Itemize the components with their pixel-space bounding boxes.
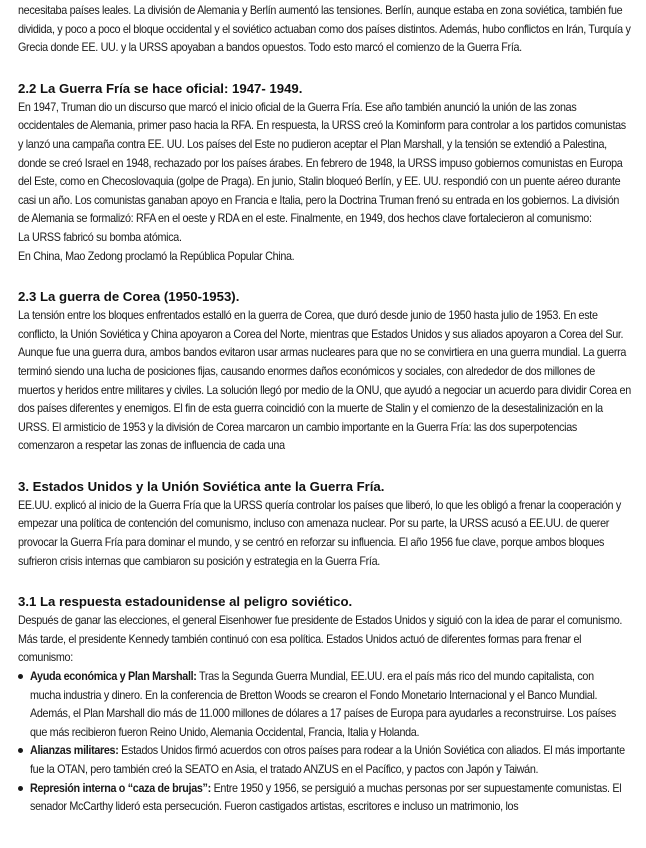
list-item-text xyxy=(30,668,625,742)
bullet-list xyxy=(18,668,628,817)
section-heading: 2.2 La Guerra Fría se hace oficial: 1947- 1949. xyxy=(18,80,303,96)
section-3 xyxy=(18,478,628,571)
section-2-2 xyxy=(18,80,628,266)
section-heading: 3. Estados Unidos y la Unión Soviética ante la Guerra Fría. xyxy=(18,478,385,494)
list-item xyxy=(18,780,628,817)
intro-paragraph: necesitaba países leales. La división de Alemania y Berlín aumentó las tensiones. Berlín, aunque estaba en zona soviética, también fue dividida, y poco a poco el bloque occidental y el soviético actuaban como dos países distintos. Además, hubo conflictos en Irán, Turquía y Grecia donde EE. UU. y la URSS apoyaban a bandos opuestos. Todo esto marcó el comienzo de la Guerra Fría. xyxy=(18,4,631,55)
list-item-body: Entre 1950 y 1956, se persiguió a muchas personas por ser supuestamente comunistas. El senador McCarthy lideró esta persecución. Fueron castigados artistas, escritores e incluso un matrimonio, los xyxy=(30,781,622,814)
list-item-body: Estados Unidos firmó acuerdos con otros países para rodear a la Unión Soviética con aliados. El más importante fue la OTAN, pero también creó la SEATO en Asia, el tratado ANZUS en el Pacífico, y pactos con Japón y Taiwán. xyxy=(30,744,625,776)
section-heading: 3.1 La respuesta estadounidense al peligro soviético. xyxy=(18,594,353,610)
bullet-dot-icon xyxy=(18,674,23,679)
section-line: La URSS fabricó su bomba atómica. xyxy=(18,230,182,244)
list-item-lead: Ayuda económica y Plan Marshall: xyxy=(30,670,197,684)
section-heading: 2.3 La guerra de Corea (1950-1953). xyxy=(18,289,240,305)
list-item-text xyxy=(30,742,625,779)
section-3-1 xyxy=(18,593,628,817)
list-item xyxy=(18,668,628,742)
section-2-3 xyxy=(18,288,631,456)
list-item-lead: Alianzas militares: xyxy=(30,744,119,758)
list-item-body: Tras la Segunda Guerra Mundial, EE.UU. era el país más rico del mundo capitalista, con mucha industria y dinero. En la conferencia de Bretton Woods se crearon el Fondo Monetario Internacional y el Banco Mundial. Además, el Plan Marshall dio más de 11.000 millones de dólares a 17 países de Europa para ayudarles a reconstruirse. Los países que más recibieron fueron Reino Unido, Alemania Occidental, Francia, Italia y Holanda. xyxy=(30,670,616,739)
section-paragraph: En 1947, Truman dio un discurso que marcó el inicio oficial de la Guerra Fría. Ese año también anunció la unión de las zonas occidentales de Alemania, primer paso hacia la RFA. En respuesta, la URSS creó la Kominform para controlar a los partidos comunistas y lanzó una campaña contra EE. UU. Los países del Este no pudieron aceptar el Plan Marshall, y la tensión se extendió a Palestina, donde se creó Israel en 1948, rechazado por los países árabes. En febrero de 1948, la URSS impuso gobiernos comunistas en Europa del Este, como en Checoslovaquia (golpe de Praga). En junio, Stalin bloqueó Berlín, y EE. UU. respondió con un puente aéreo durante casi un año. Los comunistas ganaban apoyo en Francia e Italia, pero la Doctrina Truman frenó su entrada en los gobiernos. La división de Alemania se formalizó: RFA en el oeste y RDA en el este. Finalmente, en 1949, dos hechos clave fortalecieron al comunismo: xyxy=(18,100,626,226)
list-item xyxy=(18,742,628,779)
bullet-dot-icon xyxy=(18,786,23,791)
section-paragraph: EE.UU. explicó al inicio de la Guerra Fría que la URSS quería controlar los países que liberó, lo que les obligó a frenar la cooperación y empezar una política de contención del comunismo, incluso con amenaza nuclear. Por su parte, la URSS acusó a EE.UU. de querer provocar la Guerra Fría para dominar el mundo, y se centró en reforzar su influencia. El año 1956 fue clave, porque ambos bloques sufrieron crisis internas que cambiaron su posición y estrategia en la Guerra Fría. xyxy=(18,498,621,568)
section-paragraph: La tensión entre los bloques enfrentados estalló en la guerra de Corea, que duró desde junio de 1950 hasta julio de 1953. En este conflicto, la Unión Soviética y China apoyaron a Corea del Norte, mientras que Estados Unidos y sus aliados apoyaron a Corea del Sur. Aunque fue una guerra dura, ambos bandos evitaron usar armas nucleares para que no se convirtiera en una guerra mundial. La guerra terminó siendo una lucha de posiciones fijas, causando enormes daños económicos y sociales, con alrededor de dos millones de muertos y heridos entre militares y civiles. La solución llegó por medio de la ONU, que ayudó a negociar un acuerdo para dividir Corea en dos países diferentes y enemigos. El fin de esta guerra coincidió con la muerte de Stalin y el comienzo de la desestalinización en la URSS. El armisticio de 1953 y la división de Corea marcaron un cambio importante en la Guerra Fría: las dos superpotencias comenzaron a respetar las zonas de influencia de cada una xyxy=(18,309,631,453)
bullet-dot-icon xyxy=(18,748,23,753)
list-item-lead: Represión interna o “caza de brujas”: xyxy=(30,781,211,795)
list-item-text xyxy=(30,780,625,817)
section-paragraph: Después de ganar las elecciones, el general Eisenhower fue presidente de Estados Unidos y siguió con la idea de parar el comunismo. Más tarde, el presidente Kennedy también continuó con esa política. Estados Unidos actuó de diferentes formas para frenar el comunismo: xyxy=(18,614,623,665)
section-line: En China, Mao Zedong proclamó la República Popular China. xyxy=(18,249,295,263)
